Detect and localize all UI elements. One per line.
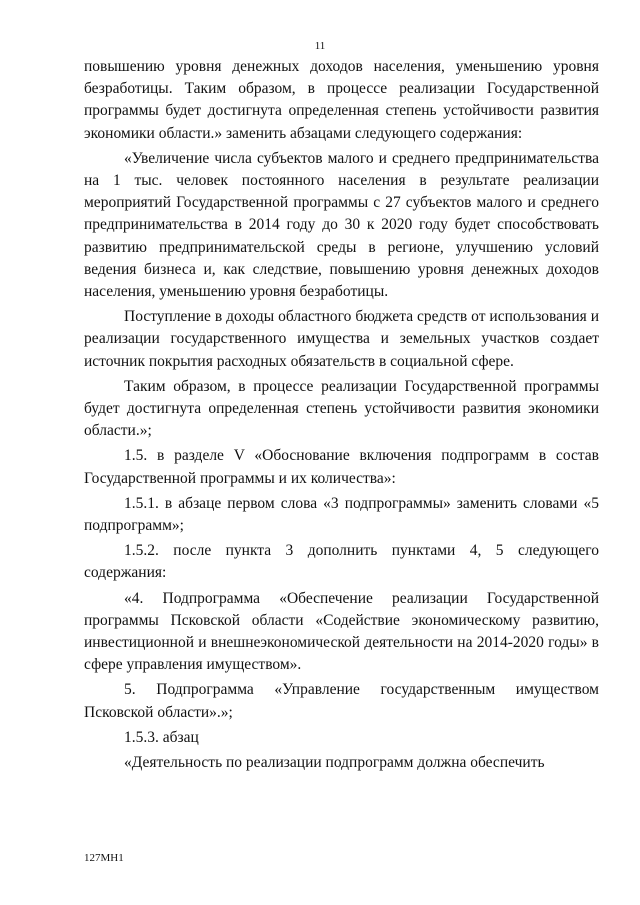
paragraph: Поступление в доходы областного бюджета средств от использования и реализации государственного имущества и земельных участков создает источник покрытия расходных обязательств в социальной сфере. <box>84 308 599 370</box>
document-body <box>84 56 599 777</box>
paragraph: «4. Подпрограмма «Обеспечение реализации Государственной программы Псковской области «Содействие экономическому развитию, инвестиционной и внешнеэкономической деятельности на 2014-2020 годы» в сфере управления имуществом». <box>84 589 599 674</box>
paragraph: 5. Подпрограмма «Управление государственным имуществом Псковской области».»; <box>84 681 599 721</box>
paragraph: «Деятельность по реализации подпрограмм должна обеспечить <box>124 754 545 772</box>
paragraph: 1.5.3. абзац <box>124 728 199 746</box>
document-code: 127МН1 <box>84 852 124 864</box>
paragraph: 1.5.2. после пункта 3 дополнить пунктами 4, 5 следующего содержания: <box>84 542 599 582</box>
page-number: 11 <box>314 40 326 52</box>
paragraph: 1.5. в разделе V «Обоснование включения подпрограмм в состав Государственной программы и их количества»: <box>84 447 599 487</box>
paragraph: «Увеличение числа субъектов малого и среднего предпринимательства на 1 тыс. человек постоянного населения в результате реализации мероприятий Государственной программы с 27 субъектов малого и среднего предпринимательства в 2014 году до 30 к 2020 году будет способствовать развитию предпринимательской среды в регионе, улучшению условий ведения бизнеса и, как следствие, повышению уровня денежных доходов населения, уменьшению уровня безработицы. <box>84 149 599 301</box>
paragraph: Таким образом, в процессе реализации Государственной программы будет достигнута определенная степень устойчивости развития экономики области.»; <box>84 377 599 440</box>
paragraph: 1.5.1. в абзаце первом слова «3 подпрограммы» заменить словами «5 подпрограмм»; <box>84 494 599 535</box>
paragraph: повышению уровня денежных доходов населения, уменьшению уровня безработицы. Таким образом, в процессе реализации Государственной программы будет достигнута определенная степень устойчивости развития экономики области.» заменить абзацами следующего содержания: <box>84 58 599 142</box>
